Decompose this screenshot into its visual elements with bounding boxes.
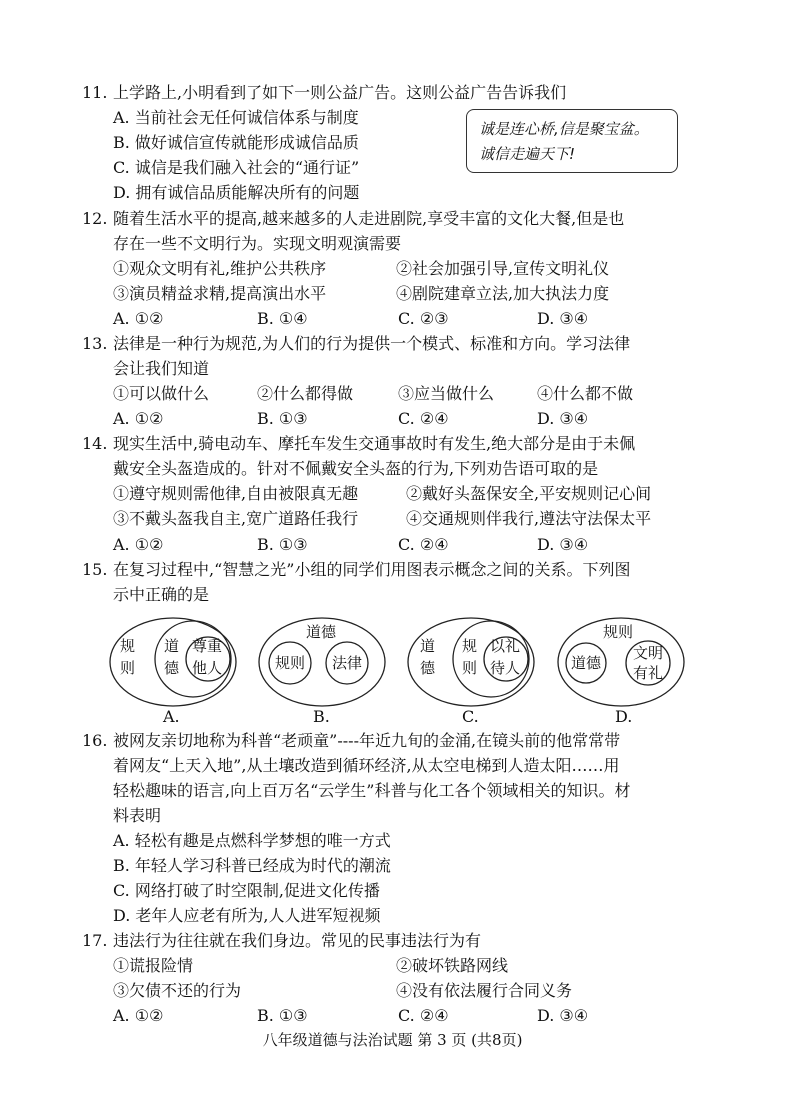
choice-d: D. ③④: [537, 535, 589, 554]
choice-d: D. ③④: [537, 1006, 589, 1025]
stem-line-2: 示中正确的是: [113, 585, 210, 604]
mid-label-2: 德: [164, 659, 180, 677]
stem-line-2: 戴安全头盔造成的。针对不佩戴安全头盔的行为,下列劝告语可取的是: [113, 459, 599, 478]
question-number: 17.: [82, 931, 108, 950]
stem-line-1: 被网友亲切地称为科普“老顽童”----年近九旬的金涌,在镜头前的他常常带: [113, 731, 621, 750]
item-3: ③欠债不还的行为: [113, 981, 242, 1000]
stem-line-2: 着网友“上天入地”,从土壤改造到循环经济,从太空电梯到人造太阳……用: [113, 756, 620, 775]
outer-label: 道德: [306, 623, 337, 641]
question-stem: 违法行为往往就在我们身边。常见的民事违法行为有: [113, 931, 482, 950]
stem-line-1: 随着生活水平的提高,越来越多的人走进剧院,享受丰富的文化大餐,但是也: [113, 209, 625, 228]
stem-line-1: 在复习过程中,“智慧之光”小组的同学们用图表示概念之间的关系。下列图: [113, 560, 631, 579]
mid-label-2: 则: [462, 659, 478, 677]
diagram-a-label: A.: [163, 707, 180, 726]
inner-label-2: 他人: [192, 659, 223, 677]
item-3: ③应当做什么: [398, 384, 495, 403]
diagram-d-label: D.: [615, 707, 633, 726]
option-b: B. 做好诚信宣传就能形成诚信品质: [113, 133, 359, 152]
item-4: ④什么都不做: [537, 384, 634, 403]
outer-label-2: 则: [120, 659, 136, 677]
diagram-d: [556, 613, 686, 709]
left-label: 规则: [275, 654, 306, 672]
right-label-1: 文明: [633, 644, 664, 662]
item-4: ④剧院建章立法,加大执法力度: [396, 284, 610, 303]
left-label: 道德: [571, 654, 602, 672]
choice-d: D. ③④: [537, 409, 589, 428]
item-1: ①观众文明有礼,维护公共秩序: [113, 259, 327, 278]
question-number: 12.: [82, 209, 108, 228]
option-b: B. 年轻人学习科普已经成为时代的潮流: [113, 856, 391, 875]
mid-label-1: 规: [462, 637, 478, 655]
stem-line-2: 会让我们知道: [113, 359, 210, 378]
inner-label-1: 尊重: [192, 637, 223, 655]
concept-circles-c: [406, 613, 536, 709]
question-stem: 上学路上,小明看到了如下一则公益广告。这则公益广告告诉我们: [113, 83, 567, 102]
option-a: A. 轻松有趣是点燃科学梦想的唯一方式: [113, 831, 391, 850]
right-label: 法律: [332, 654, 363, 672]
outer-label-1: 道: [420, 637, 436, 655]
right-label-2: 有礼: [633, 664, 664, 682]
option-d: D. 拥有诚信品质能解决所有的问题: [113, 183, 360, 202]
item-4: ④没有依法履行合同义务: [396, 981, 573, 1000]
diagram-c: [406, 613, 536, 709]
choice-b: B. ①④: [257, 309, 308, 328]
mid-label-1: 道: [164, 637, 180, 655]
stem-line-2: 存在一些不文明行为。实现文明观演需要: [113, 234, 402, 253]
choice-b: B. ①③: [257, 535, 308, 554]
question-number: 14.: [82, 434, 108, 453]
diagram-b-label: B.: [313, 707, 330, 726]
ad-line-1: 诚是连心桥,信是聚宝盆。: [479, 120, 649, 138]
diagram-a: [108, 613, 238, 709]
option-c: C. 诚信是我们融入社会的“通行证”: [113, 158, 360, 177]
item-3: ③演员精益求精,提高演出水平: [113, 284, 327, 303]
choice-b: B. ①③: [257, 409, 308, 428]
option-a: A. 当前社会无任何诚信体系与制度: [113, 108, 359, 127]
concept-circles-a: [108, 613, 238, 709]
outer-label-1: 规: [120, 637, 136, 655]
item-4: ④交通规则伴我行,遵法守法保太平: [406, 509, 652, 528]
choice-a: A. ①②: [113, 1006, 164, 1025]
item-3: ③不戴头盔我自主,宽广道路任我行: [113, 509, 359, 528]
stem-line-3: 轻松趣味的语言,向上百万名“云学生”科普与化工各个领域相关的知识。材: [113, 781, 631, 800]
choice-a: A. ①②: [113, 409, 164, 428]
concept-circles-b: [257, 613, 387, 709]
question-number: 15.: [82, 560, 108, 579]
item-1: ①遵守规则需他律,自由被限真无趣: [113, 484, 359, 503]
choice-d: D. ③④: [537, 309, 589, 328]
choice-c: C. ②③: [398, 309, 449, 328]
outer-label-2: 德: [420, 659, 436, 677]
item-1: ①可以做什么: [113, 384, 210, 403]
stem-line-1: 现实生活中,骑电动车、摩托车发生交通事故时有发生,绝大部分是由于未佩: [113, 434, 636, 453]
page-footer: 八年级道德与法治试题 第 3 页 (共8页): [262, 1031, 523, 1049]
option-d: D. 老年人应老有所为,人人进军短视频: [113, 906, 381, 925]
choice-a: A. ①②: [113, 535, 164, 554]
question-number: 16.: [82, 731, 108, 750]
item-2: ②破坏铁路网线: [396, 956, 509, 975]
question-number: 13.: [82, 334, 108, 353]
ad-line-2: 诚信走遍天下!: [479, 145, 576, 163]
inner-label-2: 待人: [490, 659, 521, 677]
choice-c: C. ②④: [398, 1006, 449, 1025]
choice-c: C. ②④: [398, 409, 449, 428]
stem-line-1: 法律是一种行为规范,为人们的行为提供一个模式、标准和方向。学习法律: [113, 334, 631, 353]
option-c: C. 网络打破了时空限制,促进文化传播: [113, 881, 380, 900]
choice-a: A. ①②: [113, 309, 164, 328]
diagram-c-label: C.: [462, 707, 479, 726]
choice-b: B. ①③: [257, 1006, 308, 1025]
inner-label-1: 以礼: [490, 637, 521, 655]
item-2: ②什么都得做: [257, 384, 354, 403]
stem-line-4: 料表明: [113, 806, 162, 825]
item-2: ②戴好头盔保安全,平安规则记心间: [406, 484, 652, 503]
item-1: ①谎报险情: [113, 956, 194, 975]
concept-circles-d: [556, 613, 686, 709]
ad-box: [466, 109, 678, 173]
outer-label: 规则: [603, 623, 634, 641]
item-2: ②社会加强引导,宣传文明礼仪: [396, 259, 610, 278]
choice-c: C. ②④: [398, 535, 449, 554]
question-number: 11.: [82, 83, 108, 102]
diagram-b: [257, 613, 387, 709]
